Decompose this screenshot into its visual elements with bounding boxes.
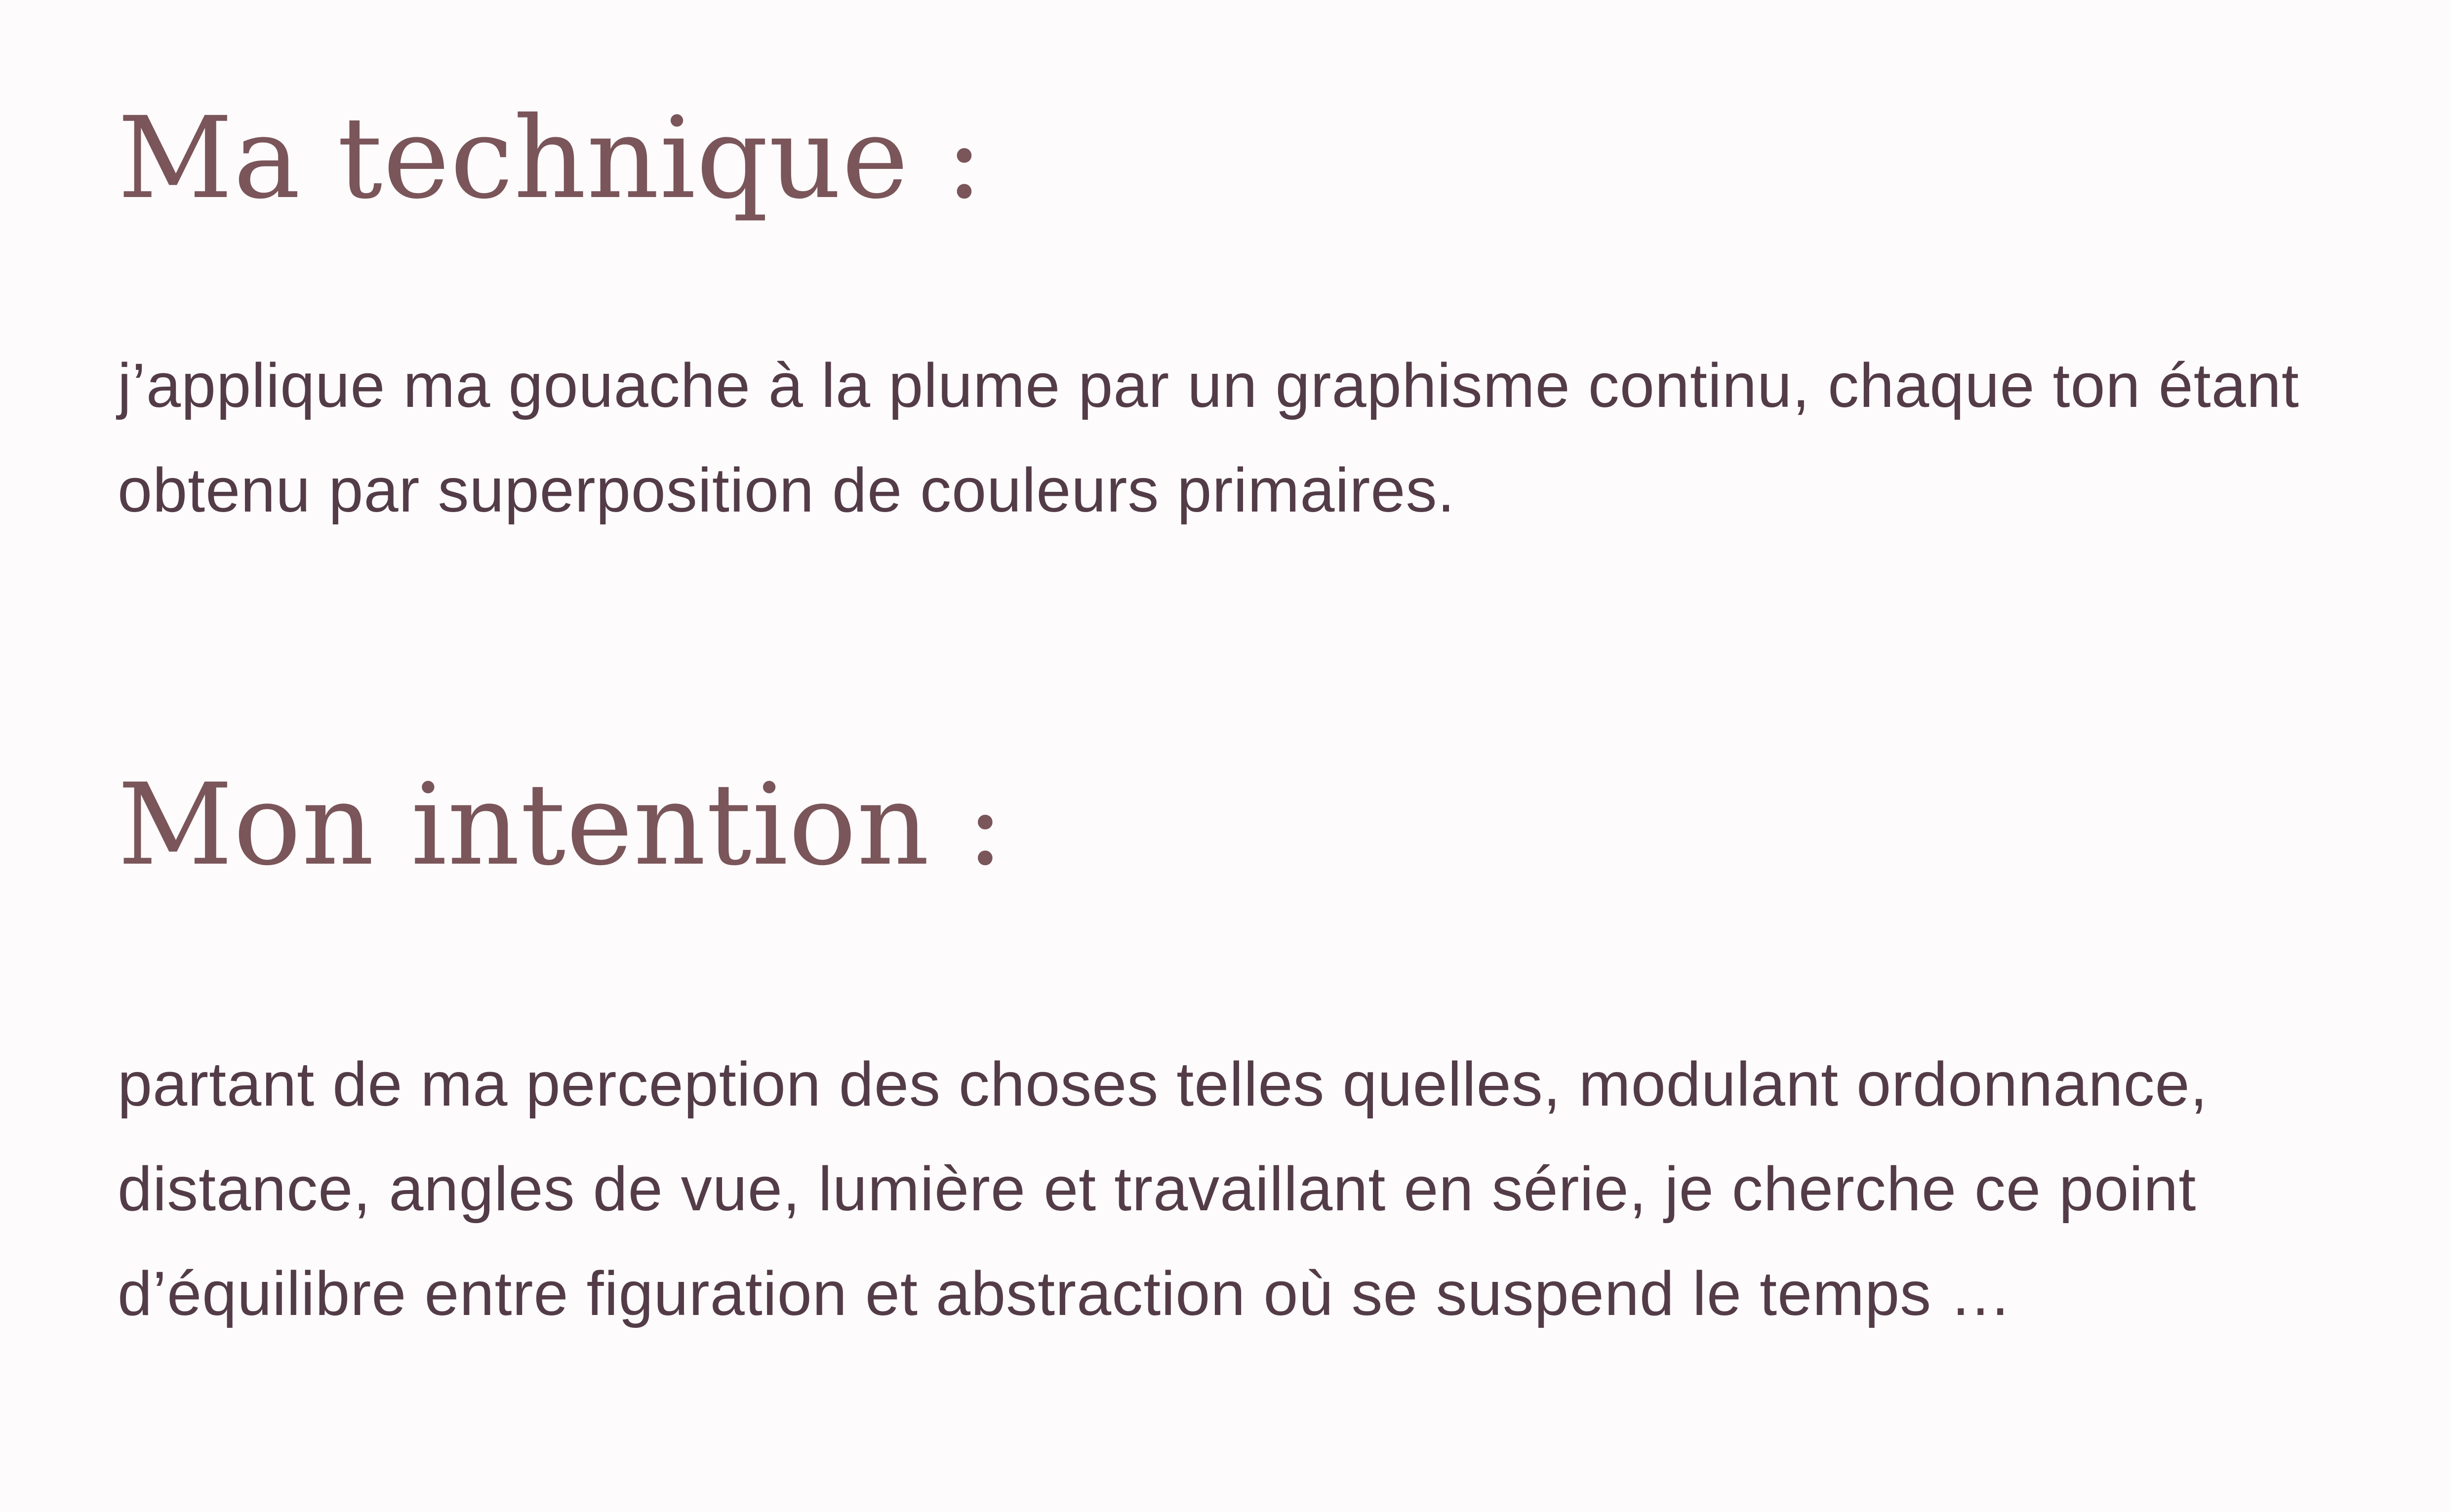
technique-heading: Ma technique :: [118, 92, 984, 224]
technique-paragraph: j’applique ma gouache à la plume par un graphisme continu, chaque ton étant obtenu par superposition de couleurs primaires.: [118, 351, 2299, 525]
intention-heading: Mon intention :: [118, 759, 1005, 890]
technique-section: [118, 84, 2350, 543]
intention-section: [118, 751, 2350, 1346]
intention-paragraph: partant de ma perception des choses telles quelles, modulant ordonnance, distance, angles de vue, lumière et travaillant en série, je cherche ce point d’équilibre entre figuration et abstraction où se suspend le temps …: [118, 1049, 2208, 1328]
